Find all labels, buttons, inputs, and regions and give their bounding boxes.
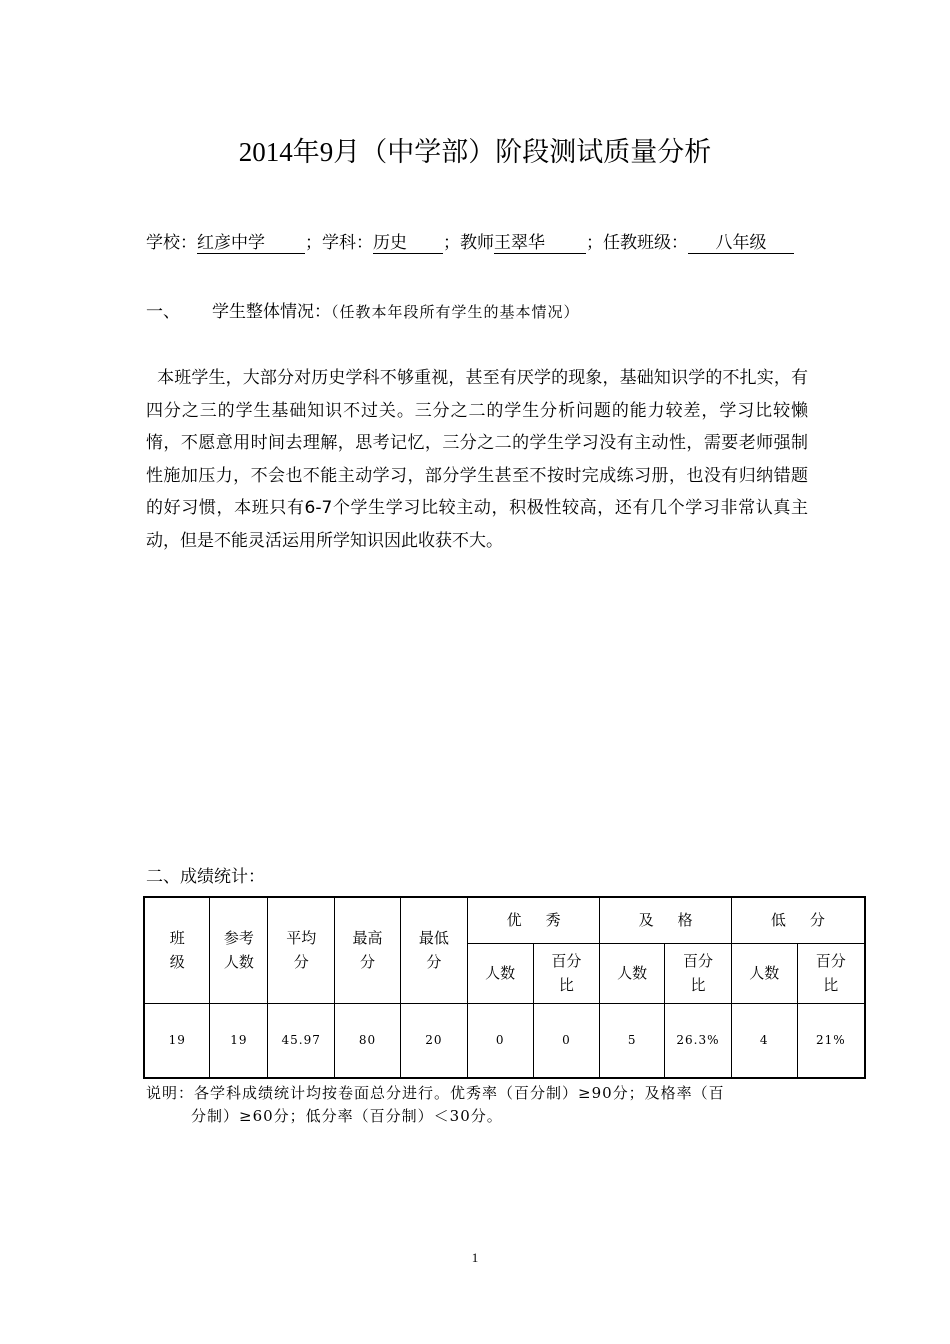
header-highest: 最高分	[335, 897, 401, 1003]
remark-line-1: 说明：各学科成绩统计均按卷面总分进行。优秀率（百分制）≥90分；及格率（百	[146, 1084, 725, 1102]
cell-excellent-percent: 0	[533, 1003, 600, 1078]
teacher-value: 王翠华	[494, 233, 586, 254]
cell-average: 45.97	[268, 1003, 335, 1078]
header-participants: 参考人数	[210, 897, 268, 1003]
cell-low-count: 4	[731, 1003, 797, 1078]
header-pass: 及格	[600, 897, 732, 943]
section1-number: 一、	[146, 302, 180, 322]
header-lowest: 最低分	[400, 897, 467, 1003]
table-row	[144, 1003, 865, 1078]
section1-heading	[146, 297, 580, 322]
remark-line-2: 分制）≥60分；低分率（百分制）＜30分。	[191, 1107, 503, 1125]
header-excellent-percent: 百分比	[533, 943, 600, 1003]
teacher-label: ；教师	[443, 233, 494, 253]
header-excellent-count: 人数	[467, 943, 533, 1003]
subject-value: 历史	[373, 233, 443, 254]
info-line	[146, 228, 794, 254]
school-value: 红彦中学	[197, 233, 305, 254]
header-average: 平均分	[268, 897, 335, 1003]
header-pass-percent: 百分比	[665, 943, 732, 1003]
school-label: 学校：	[146, 233, 197, 253]
header-low-percent: 百分比	[797, 943, 865, 1003]
paragraph-text: 本班学生，大部分对历史学科不够重视，甚至有厌学的现象，基础知识学的不扎实，有四分之三的学生基础知识不过关。三分之二的学生分析问题的能力较差，学习比较懒惰，不愿意用时间去理解，思考记忆，三分之二的学生学习没有主动性，需要老师强制性施加压力，不会也不能主动学习，部分学生甚至不按时完成练习册，也没有归纳错题的好习惯，本班只有6-7个学生学习比较主动，积极性较高，还有几个学习非常认真主动，但是不能灵活运用所学知识因此收获不大。	[146, 368, 808, 551]
table-remark	[146, 1082, 816, 1128]
header-pass-count: 人数	[600, 943, 665, 1003]
class-label: ；任教班级：	[586, 233, 688, 253]
header-excellent: 优秀	[467, 897, 600, 943]
subject-label: ；学科：	[305, 233, 373, 253]
cell-pass-count: 5	[600, 1003, 665, 1078]
cell-pass-percent: 26.3%	[665, 1003, 732, 1078]
score-table	[143, 896, 866, 1079]
header-class: 班级	[144, 897, 210, 1003]
cell-lowest: 20	[400, 1003, 467, 1078]
section1-paragraph	[146, 362, 808, 558]
page-number: 1	[471, 1250, 479, 1265]
class-value: 八年级	[688, 233, 794, 254]
header-low: 低分	[731, 897, 865, 943]
header-low-count: 人数	[731, 943, 797, 1003]
page-title: 2014年9月（中学部）阶段测试质量分析	[238, 137, 712, 167]
section1-title: 学生整体情况：	[212, 302, 331, 322]
cell-highest: 80	[335, 1003, 401, 1078]
cell-class: 19	[144, 1003, 210, 1078]
section2-heading: 二、成绩统计：	[146, 867, 265, 887]
cell-participants: 19	[210, 1003, 268, 1078]
cell-excellent-count: 0	[467, 1003, 533, 1078]
cell-low-percent: 21%	[797, 1003, 865, 1078]
section1-note: （任教本年段所有学生的基本情况）	[331, 303, 580, 321]
